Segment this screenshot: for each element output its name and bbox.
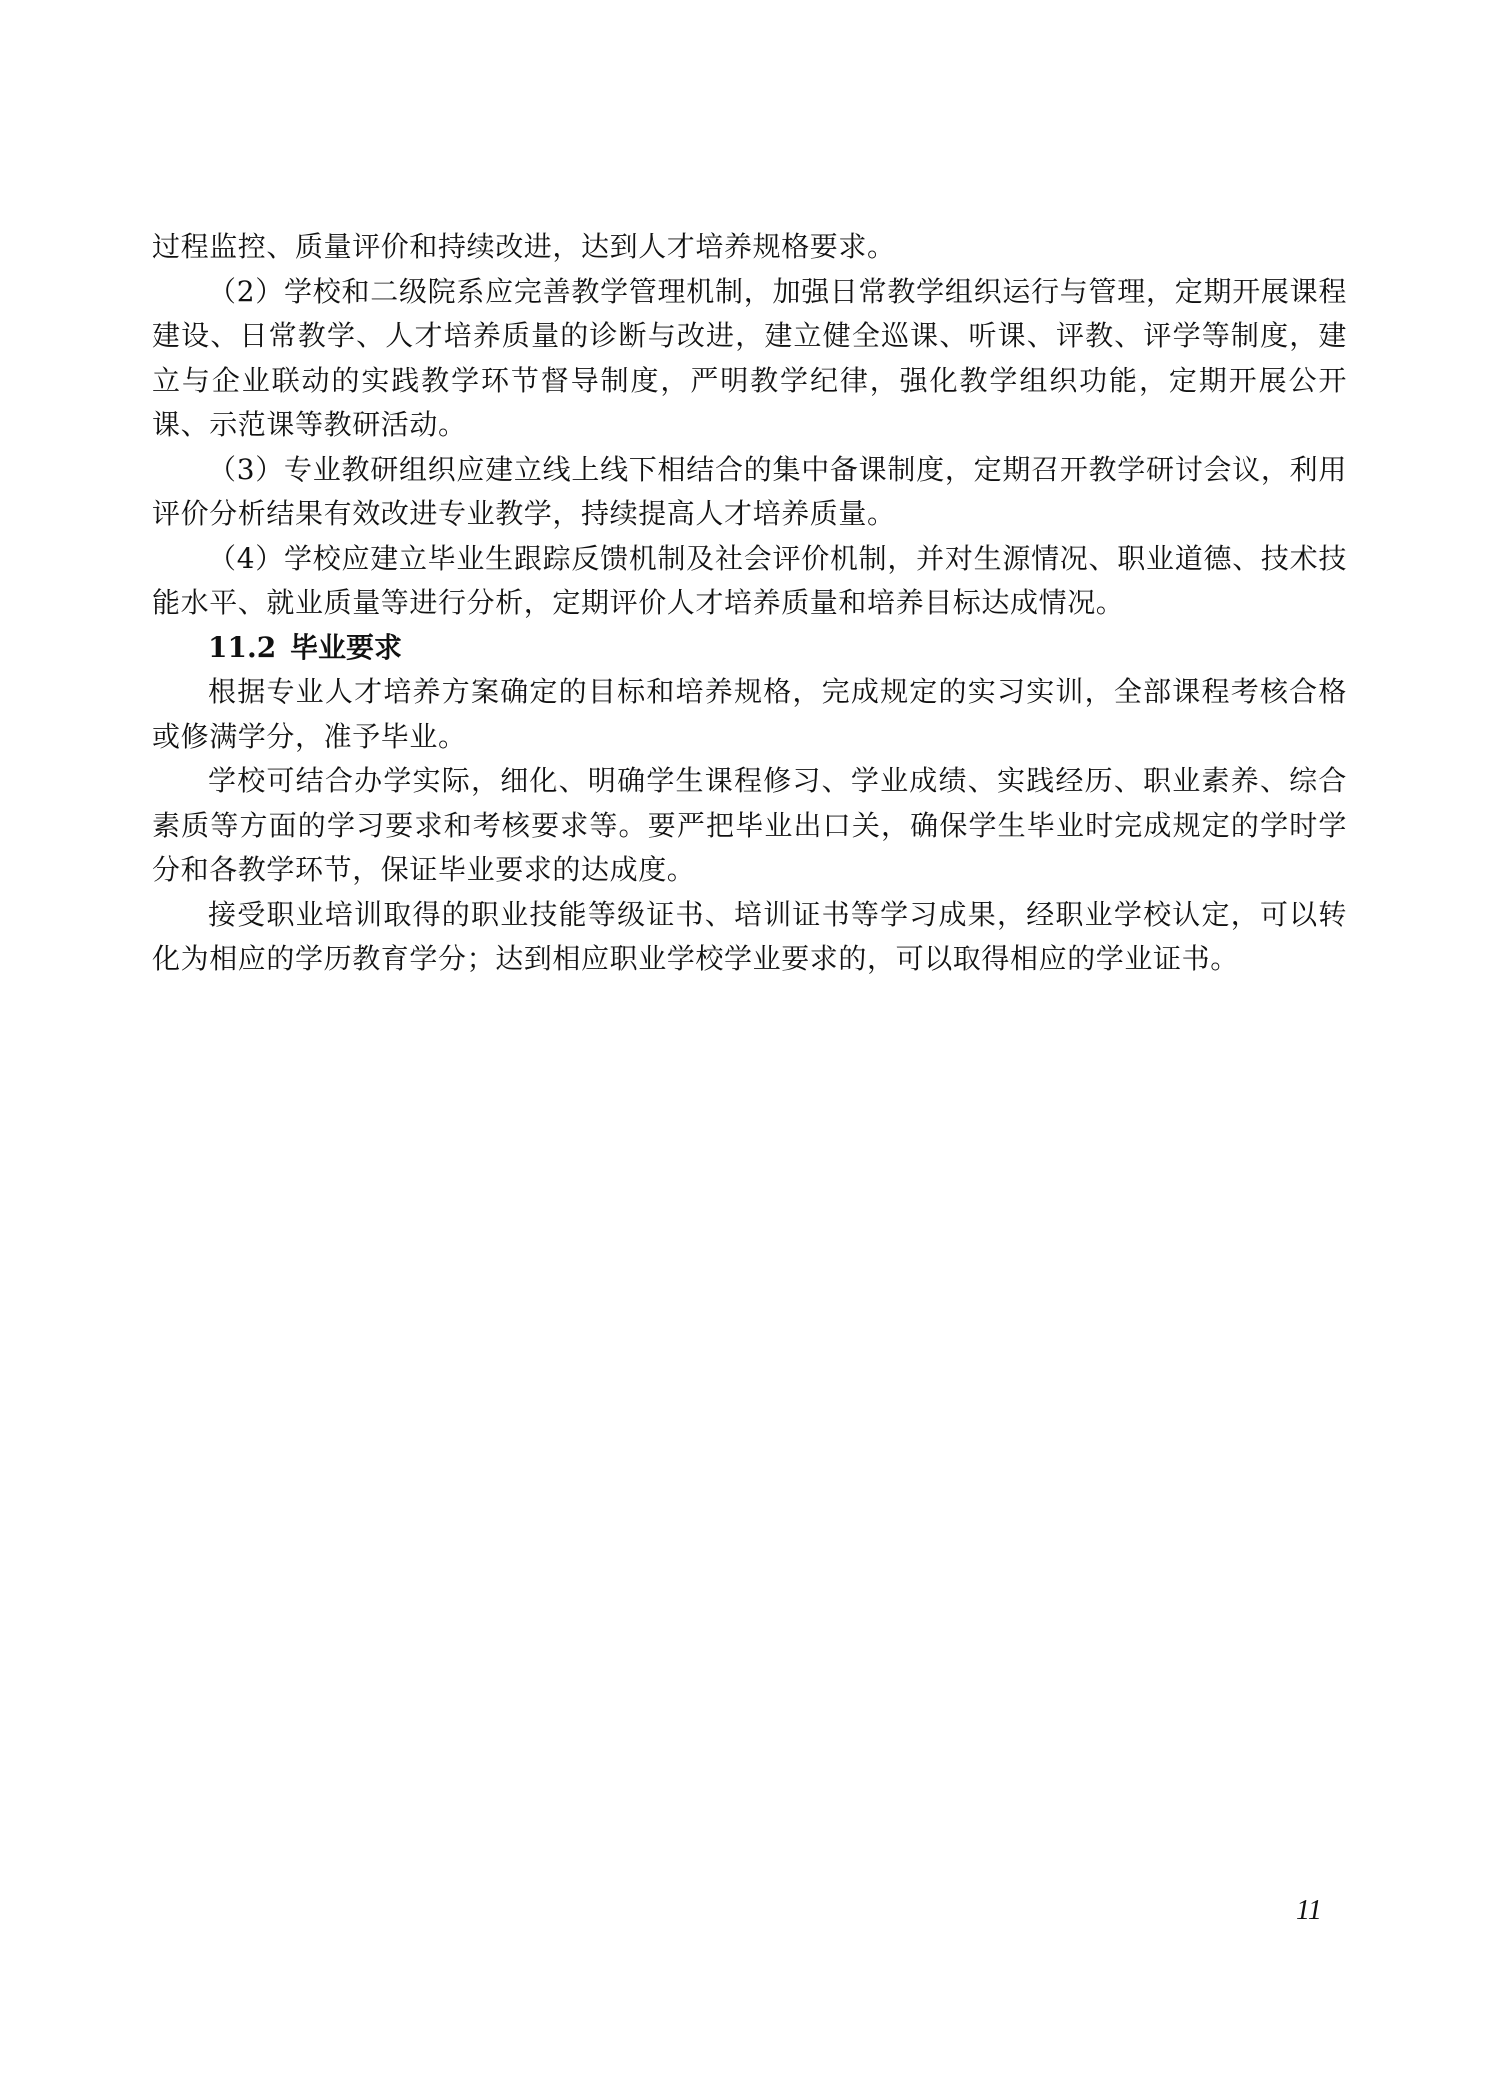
paragraph-continuation: 过程监控、质量评价和持续改进，达到人才培养规格要求。	[152, 230, 896, 263]
document-body	[152, 225, 1347, 982]
paragraph-item-2: （2）学校和二级院系应完善教学管理机制，加强日常教学组织运行与管理，定期开展课程建设、日常教学、人才培养质量的诊断与改进，建立健全巡课、听课、评教、评学等制度，建立与企业联动的实践教学环节督导制度，严明教学纪律，强化教学组织功能，定期开展公开课、示范课等教研活动。	[152, 274, 1347, 441]
graduation-paragraph-1: 根据专业人才培养方案确定的目标和培养规格，完成规定的实习实训，全部课程考核合格或修满学分，准予毕业。	[152, 675, 1347, 753]
section-number: 11.2	[208, 630, 277, 664]
graduation-paragraph-3: 接受职业培训取得的职业技能等级证书、培训证书等学习成果，经职业学校认定，可以转化为相应的学历教育学分；达到相应职业学校学业要求的，可以取得相应的学业证书。	[152, 897, 1347, 975]
page-number: 11	[1296, 1895, 1322, 1926]
graduation-paragraph-2: 学校可结合办学实际，细化、明确学生课程修习、学业成绩、实践经历、职业素养、综合素质等方面的学习要求和考核要求等。要严把毕业出口关，确保学生毕业时完成规定的学时学分和各教学环节，保证毕业要求的达成度。	[152, 764, 1347, 886]
section-title: 毕业要求	[290, 630, 403, 664]
paragraph-item-3: （3）专业教研组织应建立线上线下相结合的集中备课制度，定期召开教学研讨会议，利用评价分析结果有效改进专业教学，持续提高人才培养质量。	[152, 452, 1347, 530]
section-heading	[152, 626, 1347, 671]
paragraph-item-4: （4）学校应建立毕业生跟踪反馈机制及社会评价机制，并对生源情况、职业道德、技术技能水平、就业质量等进行分析，定期评价人才培养质量和培养目标达成情况。	[152, 541, 1347, 619]
